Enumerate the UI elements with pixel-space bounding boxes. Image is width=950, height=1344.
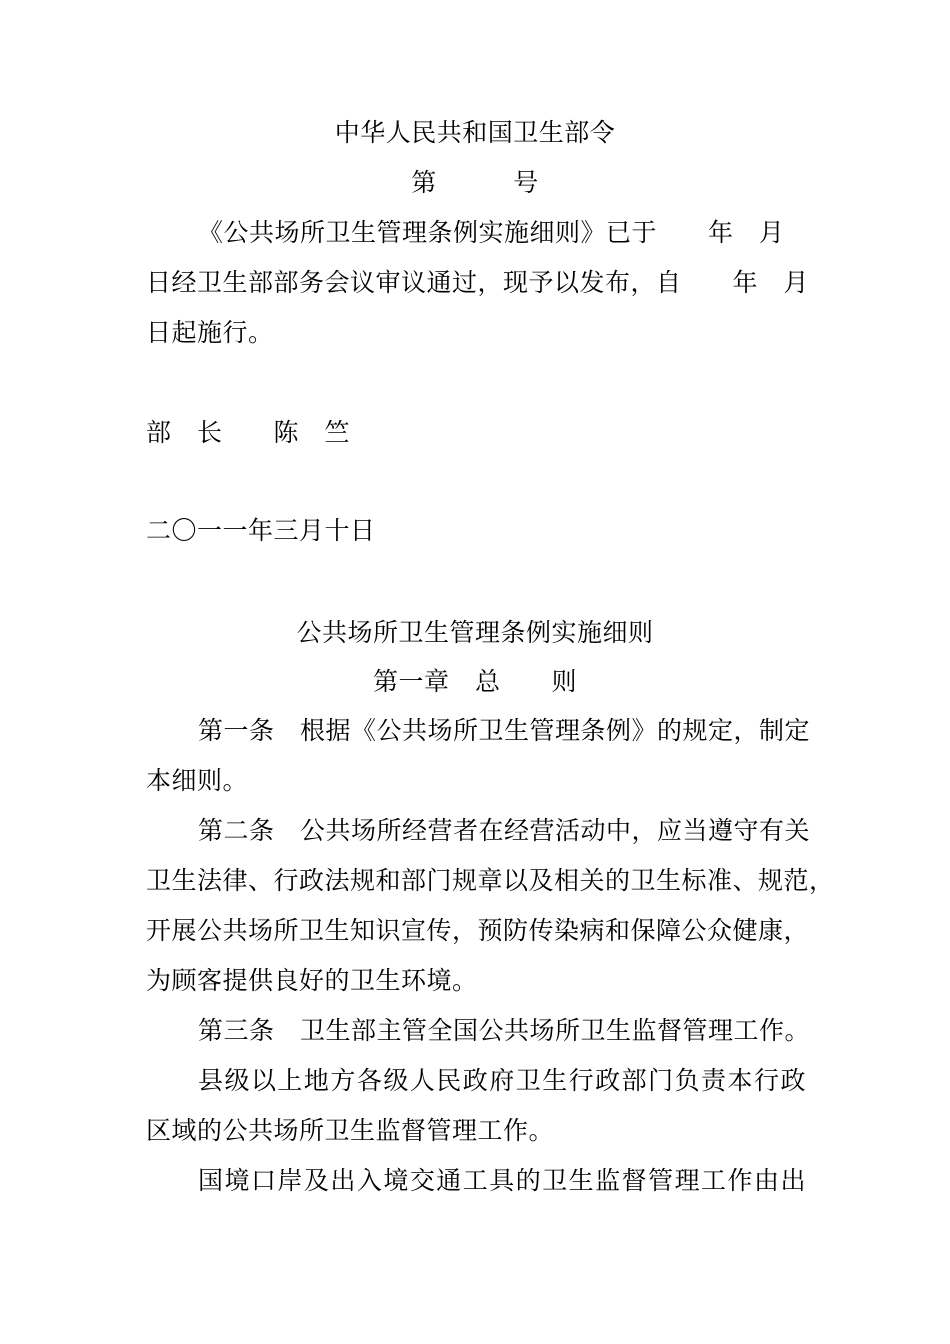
article-3-line-1: 第三条 卫生部主管全国公共场所卫生监督管理工作。 bbox=[198, 1016, 811, 1045]
regulation-title: 公共场所卫生管理条例实施细则 bbox=[296, 618, 654, 647]
article-1-line-2: 本细则。 bbox=[146, 766, 249, 795]
article-2-line-3: 开展公共场所卫生知识宣传，预防传染病和保障公众健康， bbox=[146, 916, 810, 945]
decree-preamble-line-1: 《公共场所卫生管理条例实施细则》已于 年 月 bbox=[198, 218, 785, 247]
decree-date: 二〇一一年三月十日 bbox=[146, 516, 376, 545]
decree-number: 第 号 bbox=[411, 168, 539, 197]
article-2-line-2: 卫生法律、行政法规和部门规章以及相关的卫生标准、规范， bbox=[146, 866, 835, 895]
chapter-heading: 第一章 总 则 bbox=[372, 667, 577, 696]
article-3-line-2: 县级以上地方各级人民政府卫生行政部门负责本行政 bbox=[198, 1066, 806, 1095]
article-2-line-4: 为顾客提供良好的卫生环境。 bbox=[146, 966, 478, 995]
decree-preamble-line-2: 日经卫生部部务会议审议通过，现予以发布，自 年 月 bbox=[146, 268, 810, 297]
article-2-line-1: 第二条 公共场所经营者在经营活动中，应当遵守有关 bbox=[198, 816, 811, 845]
decree-signature: 部 长 陈 竺 bbox=[146, 418, 351, 447]
article-3-line-3: 区域的公共场所卫生监督管理工作。 bbox=[146, 1116, 555, 1145]
decree-title: 中华人民共和国卫生部令 bbox=[334, 118, 616, 147]
article-1-line-1: 第一条 根据《公共场所卫生管理条例》的规定，制定 bbox=[198, 716, 811, 745]
article-3-line-4: 国境口岸及出入境交通工具的卫生监督管理工作由出 bbox=[198, 1166, 806, 1195]
decree-preamble-line-3: 日起施行。 bbox=[146, 318, 274, 347]
